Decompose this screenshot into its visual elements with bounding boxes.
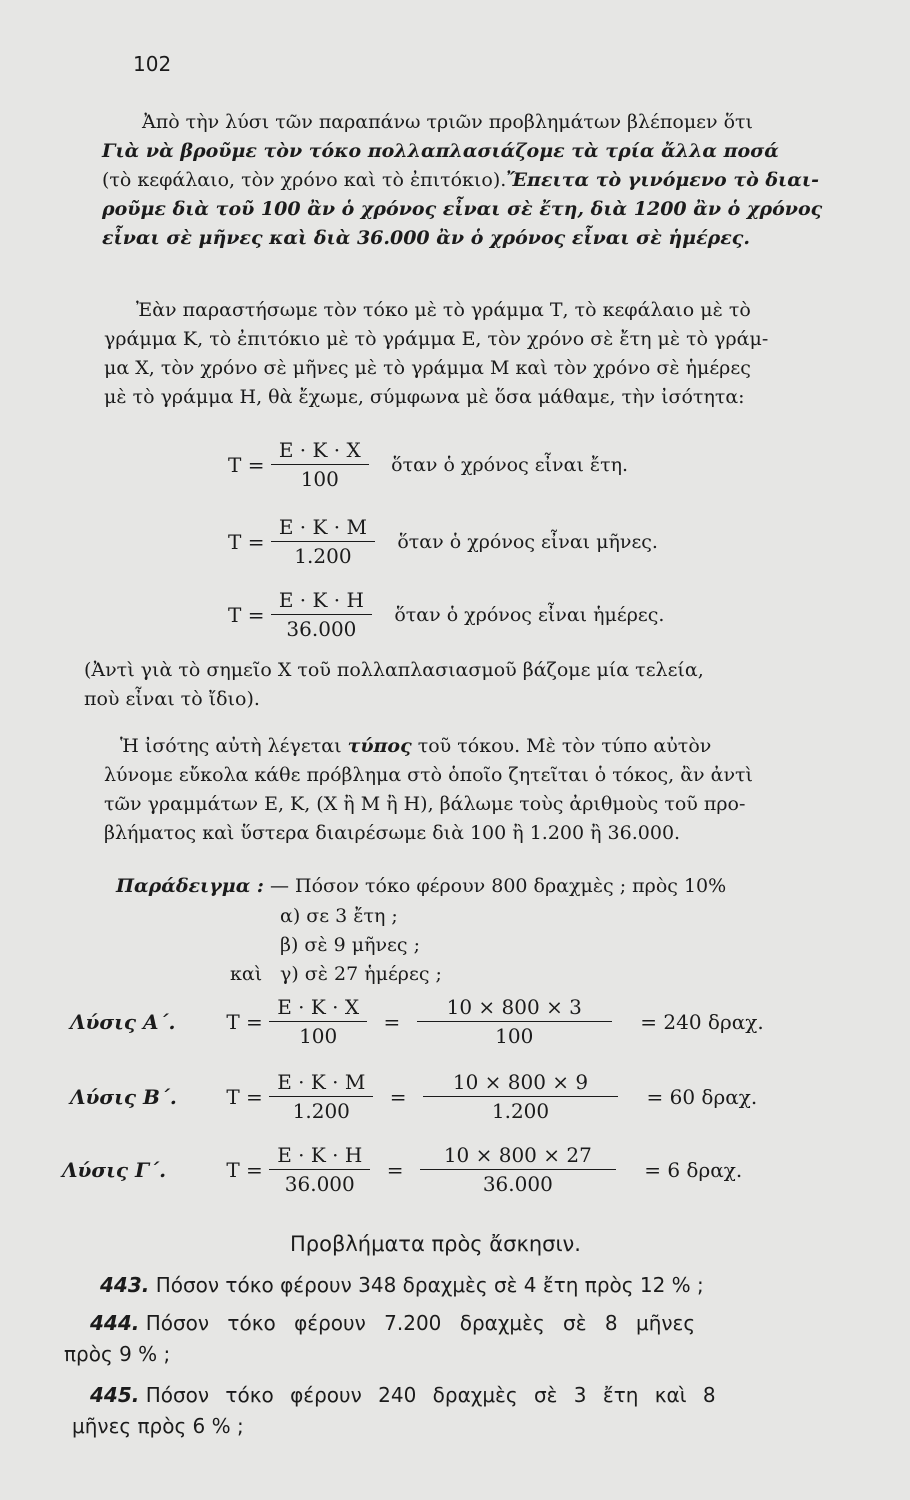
denominator: 1.200	[294, 544, 352, 568]
text-line: Ἐὰν παραστήσωμε τὸν τόκο μὲ τὸ γράμμα Τ, τὸ κεφάλαιο μὲ τὸ	[136, 299, 751, 321]
numerator: Ε · Κ · Χ	[269, 995, 367, 1022]
formula-years	[228, 438, 628, 491]
solution-label: Λύσις Γ΄.	[62, 1157, 167, 1182]
text-line	[64, 1308, 879, 1339]
fraction	[271, 438, 369, 491]
solution-label: Λύσις Α΄.	[70, 1009, 176, 1034]
numerator: 10 × 800 × 27	[420, 1143, 616, 1170]
text-line: ποὺ εἶναι τὸ ἴδιο).	[84, 688, 260, 710]
text-line: εἶναι σὲ μῆνες καὶ διὰ 36.000 ἂν ὁ χρόνος εἶναι σὲ ἡμέρες.	[102, 227, 750, 249]
denominator: 100	[299, 1024, 338, 1048]
exercise-text: Πόσον τόκο φέρουν 348 δραχμὲς σὲ 4 ἔτη πρὸς 12 % ;	[155, 1273, 704, 1297]
page-number: 102	[133, 52, 172, 76]
text-line	[72, 1380, 887, 1411]
rule-paragraph	[104, 732, 906, 848]
case-item	[230, 931, 442, 960]
result: = 6 δραχ.	[644, 1157, 743, 1182]
formula-lhs: Τ =	[228, 452, 265, 477]
text-line: μῆνες πρὸς 6 % ;	[72, 1414, 244, 1438]
formula-lhs: Τ =	[228, 602, 265, 627]
solution-label: Λύσις Β΄.	[70, 1084, 177, 1109]
example-paragraph	[116, 872, 910, 901]
denominator: 100	[300, 467, 339, 491]
text-line: μὲ τὸ γράμμα Η, θὰ ἔχωμε, σύμφωνα μὲ ὅσα μάθαμε, τὴν ἰσότητα:	[104, 386, 745, 408]
formula-note: ὅταν ὁ χρόνος εἶναι μῆνες.	[397, 530, 658, 553]
exercises-heading: Προβλήματα πρὸς ἄσκησιν.	[290, 1232, 581, 1256]
exercise-number: 443.	[100, 1273, 150, 1297]
formula-lhs: Τ =	[226, 1157, 263, 1182]
denominator: 36.000	[482, 1172, 553, 1196]
text-line: λύνομε εὔκολα κάθε πρόβλημα στὸ ὁποῖο ζητεῖται ὁ τόκος, ἂν ἀντὶ	[104, 764, 753, 786]
numerator: Ε · Κ · Η	[269, 1143, 370, 1170]
exercise-445	[72, 1380, 887, 1442]
numerator: Ε · Κ · Μ	[269, 1070, 373, 1097]
numerator: 10 × 800 × 9	[423, 1070, 618, 1097]
text-line	[116, 872, 910, 901]
exercise-number: 444.	[90, 1311, 140, 1335]
equals-sign: =	[386, 1157, 404, 1182]
exercise-text: Πόσον τόκο φέρουν 7.200 δραχμὲς σὲ 8 μῆνες	[145, 1311, 696, 1335]
equals-sign: =	[389, 1084, 407, 1109]
exercise-text: Πόσον τόκο φέρουν 240 δραχμὲς σὲ 3 ἔτη καὶ 8	[145, 1383, 716, 1407]
fraction	[269, 1143, 370, 1196]
text-segment: (τὸ κεφάλαιο, τὸν χρόνο καὶ τὸ ἐπιτόκιο).	[102, 169, 507, 191]
formula-days	[228, 588, 664, 641]
fraction	[269, 1070, 373, 1123]
fraction	[423, 1070, 618, 1123]
text-line: τῶν γραμμάτων Ε, Κ, (Χ ἢ Μ ἢ Η), βάλωμε τοὺς ἀριθμοὺς τοῦ προ-	[104, 793, 746, 815]
text-segment: Ἡ ἰσότης αὐτὴ λέγεται	[120, 735, 342, 757]
equals-sign: =	[383, 1009, 401, 1034]
denominator: 100	[495, 1024, 534, 1048]
symbols-paragraph	[104, 296, 906, 412]
solution-a	[70, 995, 764, 1048]
text-line	[100, 1270, 910, 1301]
formula-note: ὅταν ὁ χρόνος εἶναι ἔτη.	[391, 453, 629, 476]
formula-lhs: Τ =	[226, 1009, 263, 1034]
exercise-444	[64, 1308, 879, 1370]
example-label: Παράδειγμα :	[116, 875, 264, 897]
remark-paragraph	[84, 656, 904, 714]
fraction	[271, 515, 375, 568]
fraction	[269, 995, 367, 1048]
numerator: 10 × 800 × 3	[417, 995, 612, 1022]
text-line: Ἀπὸ τὴν λύσι τῶν παραπάνω τριῶν προβλημάτων βλέπομεν ὅτι	[142, 111, 754, 133]
denominator: 1.200	[292, 1099, 350, 1123]
numerator: Ε · Κ · Μ	[271, 515, 375, 542]
formula-lhs: Τ =	[228, 529, 265, 554]
formula-note: ὅταν ὁ χρόνος εἶναι ἡμέρες.	[394, 603, 665, 626]
exercise-number: 445.	[90, 1383, 140, 1407]
case-text: β) σὲ 9 μῆνες ;	[280, 934, 420, 956]
text-segment: Ἔπειτα τὸ γινόμενο τὸ διαι-	[506, 169, 819, 191]
denominator: 36.000	[284, 1172, 355, 1196]
text-segment: τοῦ τόκου. Μὲ τὸν τύπο αὐτὸν	[417, 735, 712, 757]
fraction	[417, 995, 612, 1048]
text-line: (Ἀντὶ γιὰ τὸ σημεῖο Χ τοῦ πολλαπλασιασμοῦ βάζομε μία τελεία,	[84, 659, 704, 681]
formula-months	[228, 515, 658, 568]
fraction	[420, 1143, 616, 1196]
text-segment: — Πόσον τόκο φέρουν 800 δραχμὲς ; πρὸς 10%	[270, 875, 727, 897]
text-line: γράμμα Κ, τὸ ἐπιτόκιο μὲ τὸ γράμμα Ε, τὸν χρόνο σὲ ἔτη μὲ τὸ γράμ-	[104, 328, 769, 350]
case-prefix: καὶ	[230, 963, 263, 985]
text-line: βλήματος καὶ ὕστερα διαιρέσωμε διὰ 100 ἢ 1.200 ἢ 36.000.	[104, 822, 681, 844]
example-cases	[230, 902, 442, 989]
solution-b	[70, 1070, 757, 1123]
case-item	[230, 902, 442, 931]
denominator: 1.200	[491, 1099, 550, 1123]
numerator: Ε · Κ · Χ	[271, 438, 369, 465]
text-line	[102, 166, 904, 195]
text-line: ροῦμε διὰ τοῦ 100 ἂν ὁ χρόνος εἶναι σὲ ἔτη, διὰ 1200 ἂν ὁ χρόνος	[102, 198, 823, 220]
intro-paragraph	[102, 108, 904, 253]
text-segment: τύπος	[347, 735, 412, 757]
denominator: 36.000	[286, 617, 357, 641]
text-line: μα Χ, τὸν χρόνο σὲ μῆνες μὲ τὸ γράμμα Μ καὶ τὸν χρόνο σὲ ἡμέρες	[104, 357, 751, 379]
solution-c	[62, 1143, 742, 1196]
case-text: α) σε 3 ἔτη ;	[280, 905, 398, 927]
numerator: Ε · Κ · Η	[271, 588, 372, 615]
fraction	[271, 588, 372, 641]
case-text: γ) σὲ 27 ἡμέρες ;	[280, 963, 442, 985]
case-item	[230, 960, 442, 989]
result: = 240 δραχ.	[640, 1009, 764, 1034]
exercise-443	[100, 1270, 910, 1301]
result: = 60 δραχ.	[646, 1084, 758, 1109]
text-line: πρὸς 9 % ;	[64, 1342, 171, 1366]
text-line: Γιὰ νὰ βροῦμε τὸν τόκο πολλαπλασιάζομε τὰ τρία ἄλλα ποσά	[102, 140, 779, 162]
formula-lhs: Τ =	[226, 1084, 263, 1109]
text-line	[104, 732, 906, 761]
